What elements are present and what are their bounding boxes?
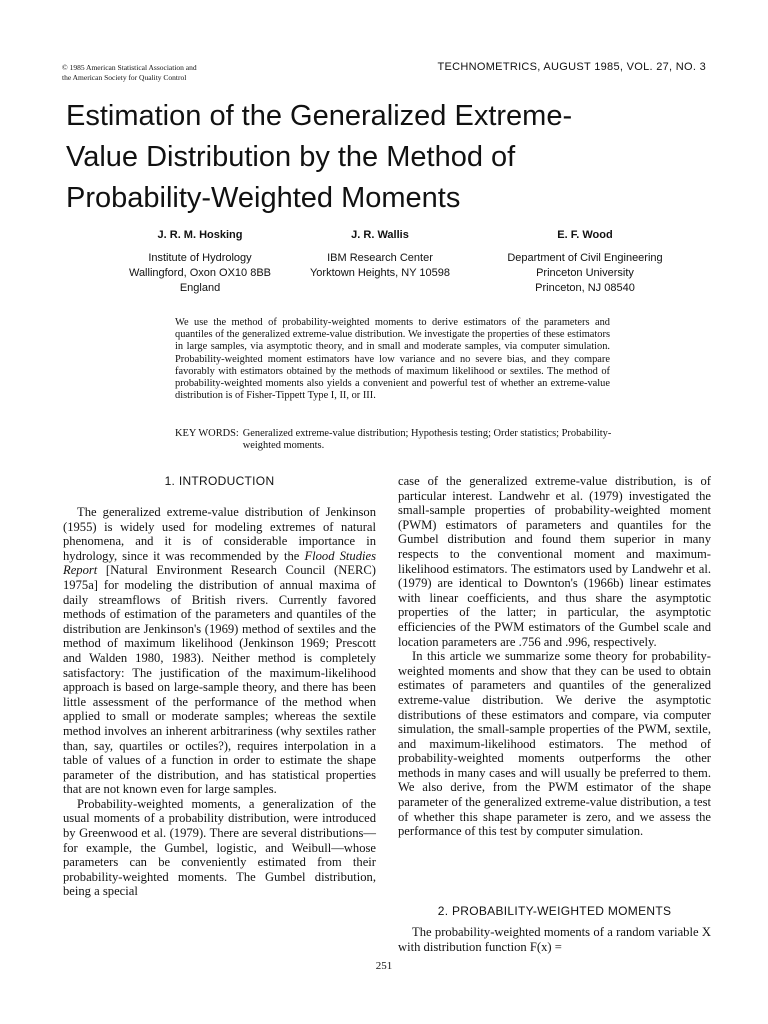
author-affiliation: IBM Research Center: [327, 252, 433, 264]
keywords: [175, 428, 615, 452]
author-affiliation: Princeton, NJ 08540: [535, 282, 635, 294]
author-affiliation: Institute of Hydrology: [148, 252, 252, 264]
author-block-3: [490, 228, 680, 296]
italic-text: Flood Studies Report: [63, 548, 376, 578]
author-block-1: [100, 228, 300, 296]
copyright-notice: [62, 63, 197, 83]
paragraph: In this article we summarize some theory for probability-weighted moments and show that they can be used to obtain estimates of parameters and quantiles of the generalized extreme-value distribution. We derive the asymptotic distributions of these estimators and compare, via computer simulation, the small-sample properties of the PWM, sextile, and maximum-likelihood estimators. The method of probability-weighted moments outperforms the other methods in many cases and will usually be preferred to them. We also derive, from the PWM estimator of the shape parameter of the generalized extreme-value distribution, a test of whether this shape parameter is zero, and we assess the performance of this test by computer simulation.: [398, 649, 711, 839]
paper-title: [66, 96, 716, 219]
abstract: We use the method of probability-weighted moments to derive estimators of the parameters and quantiles of the generalized extreme-value distribution. We investigate the properties of these estimators in large samples, via asymptotic theory, and in small and moderate samples, via computer simulation. Probability-weighted moment estimators have low variance and no severe bias, and they compare favorably with estimators obtained by the methods of maximum likelihood or sextiles. The method of probability-weighted moments also yields a convenient and powerful test of whether an extreme-value distribution is of Fisher-Tippett Type I, II, or III.: [175, 317, 610, 402]
copyright-line-2: the American Society for Quality Control: [62, 73, 187, 82]
author-affiliation: Princeton University: [536, 267, 634, 279]
right-column-continued: [398, 925, 711, 954]
right-column: [398, 474, 711, 839]
author-name: J. R. M. Hosking: [157, 229, 243, 241]
left-column: [63, 505, 376, 899]
section-heading-pwm: 2. PROBABILITY-WEIGHTED MOMENTS: [437, 904, 672, 918]
title-line-3: Probability-Weighted Moments: [66, 182, 461, 214]
text-run: [Natural Environment Research Council (NERC) 1975a] for modeling the distribution of annual maxima of daily streamflows of British rivers. Currently favored methods of estimation of the parameters and quantiles of the distribution are Jenkinson's (1969) method of sextiles and the method of maximum likelihood (Jenkinson 1969; Prescott and Walden 1980, 1983). Neither method is completely satisfactory: The justification of the maximum-likelihood approach is based on large-sample theory, and there has been little assessment of the performance of the method when applied to small or moderate samples; whereas the sextile method involves an inherent arbitrariness (why sextiles rather than, say, quartiles or octiles?), requires interpolation in a table of values of a function in order to estimate the shape parameter of the distribution, and has statistical properties that are not known even for large samples.: [63, 563, 376, 797]
paragraph: [63, 505, 376, 797]
page-number: 251: [375, 960, 393, 972]
author-affiliation: Yorktown Heights, NY 10598: [309, 267, 451, 279]
author-block-2: [295, 228, 465, 281]
author-name: E. F. Wood: [557, 229, 613, 241]
title-line-1: Estimation of the Generalized Extreme-: [66, 100, 573, 132]
author-affiliation: Department of Civil Engineering: [507, 252, 663, 264]
section-heading-introduction: 1. INTRODUCTION: [164, 474, 275, 488]
paragraph: Probability-weighted moments, a generalization of the usual moments of a probability distribution, were introduced by Greenwood et al. (1979). There are several distributions—for example, the Gumbel, logistic, and Weibull—whose parameters can be conveniently estimated from their probability-weighted moments. The Gumbel distribution, being a special: [63, 796, 376, 899]
paragraph: case of the generalized extreme-value distribution, is of particular interest. Landwehr et al. (1979) investigated the small-sample properties of probability-weighted moment (PWM) estimators of parameters and quantiles for the Gumbel distribution and found them superior in many respects to the conventional moment and maximum-likelihood estimators. The estimators used by Landwehr et al. (1979) are identical to Downton's (1966b) linear estimates with linear coefficients, and thus share the asymptotic properties of the latter; in particular, the asymptotic efficiencies of the PWM estimators of the Gumbel scale and location parameters are .756 and .996, respectively.: [398, 474, 711, 649]
journal-header: TECHNOMETRICS, AUGUST 1985, VOL. 27, NO. 3: [437, 61, 706, 73]
text-run: The generalized extreme-value distribution of Jenkinson (1955) is widely used for modeling extremes of natural phenomena, and it is of considerable importance in hydrology, since it was recommended by the: [63, 505, 376, 563]
keywords-label: KEY WORDS:: [175, 428, 239, 439]
author-affiliation: England: [179, 282, 221, 294]
keywords-text: Generalized extreme-value distribution; Hypothesis testing; Order statistics; Probability-weighted moments.: [242, 428, 612, 452]
author-name: J. R. Wallis: [351, 229, 409, 241]
title-line-2: Value Distribution by the Method of: [66, 141, 516, 173]
paragraph: The probability-weighted moments of a random variable X with distribution function F(x) =: [398, 925, 711, 954]
author-affiliation: Wallingford, Oxon OX10 8BB: [128, 267, 272, 279]
copyright-line-1: © 1985 American Statistical Association and: [62, 63, 197, 72]
